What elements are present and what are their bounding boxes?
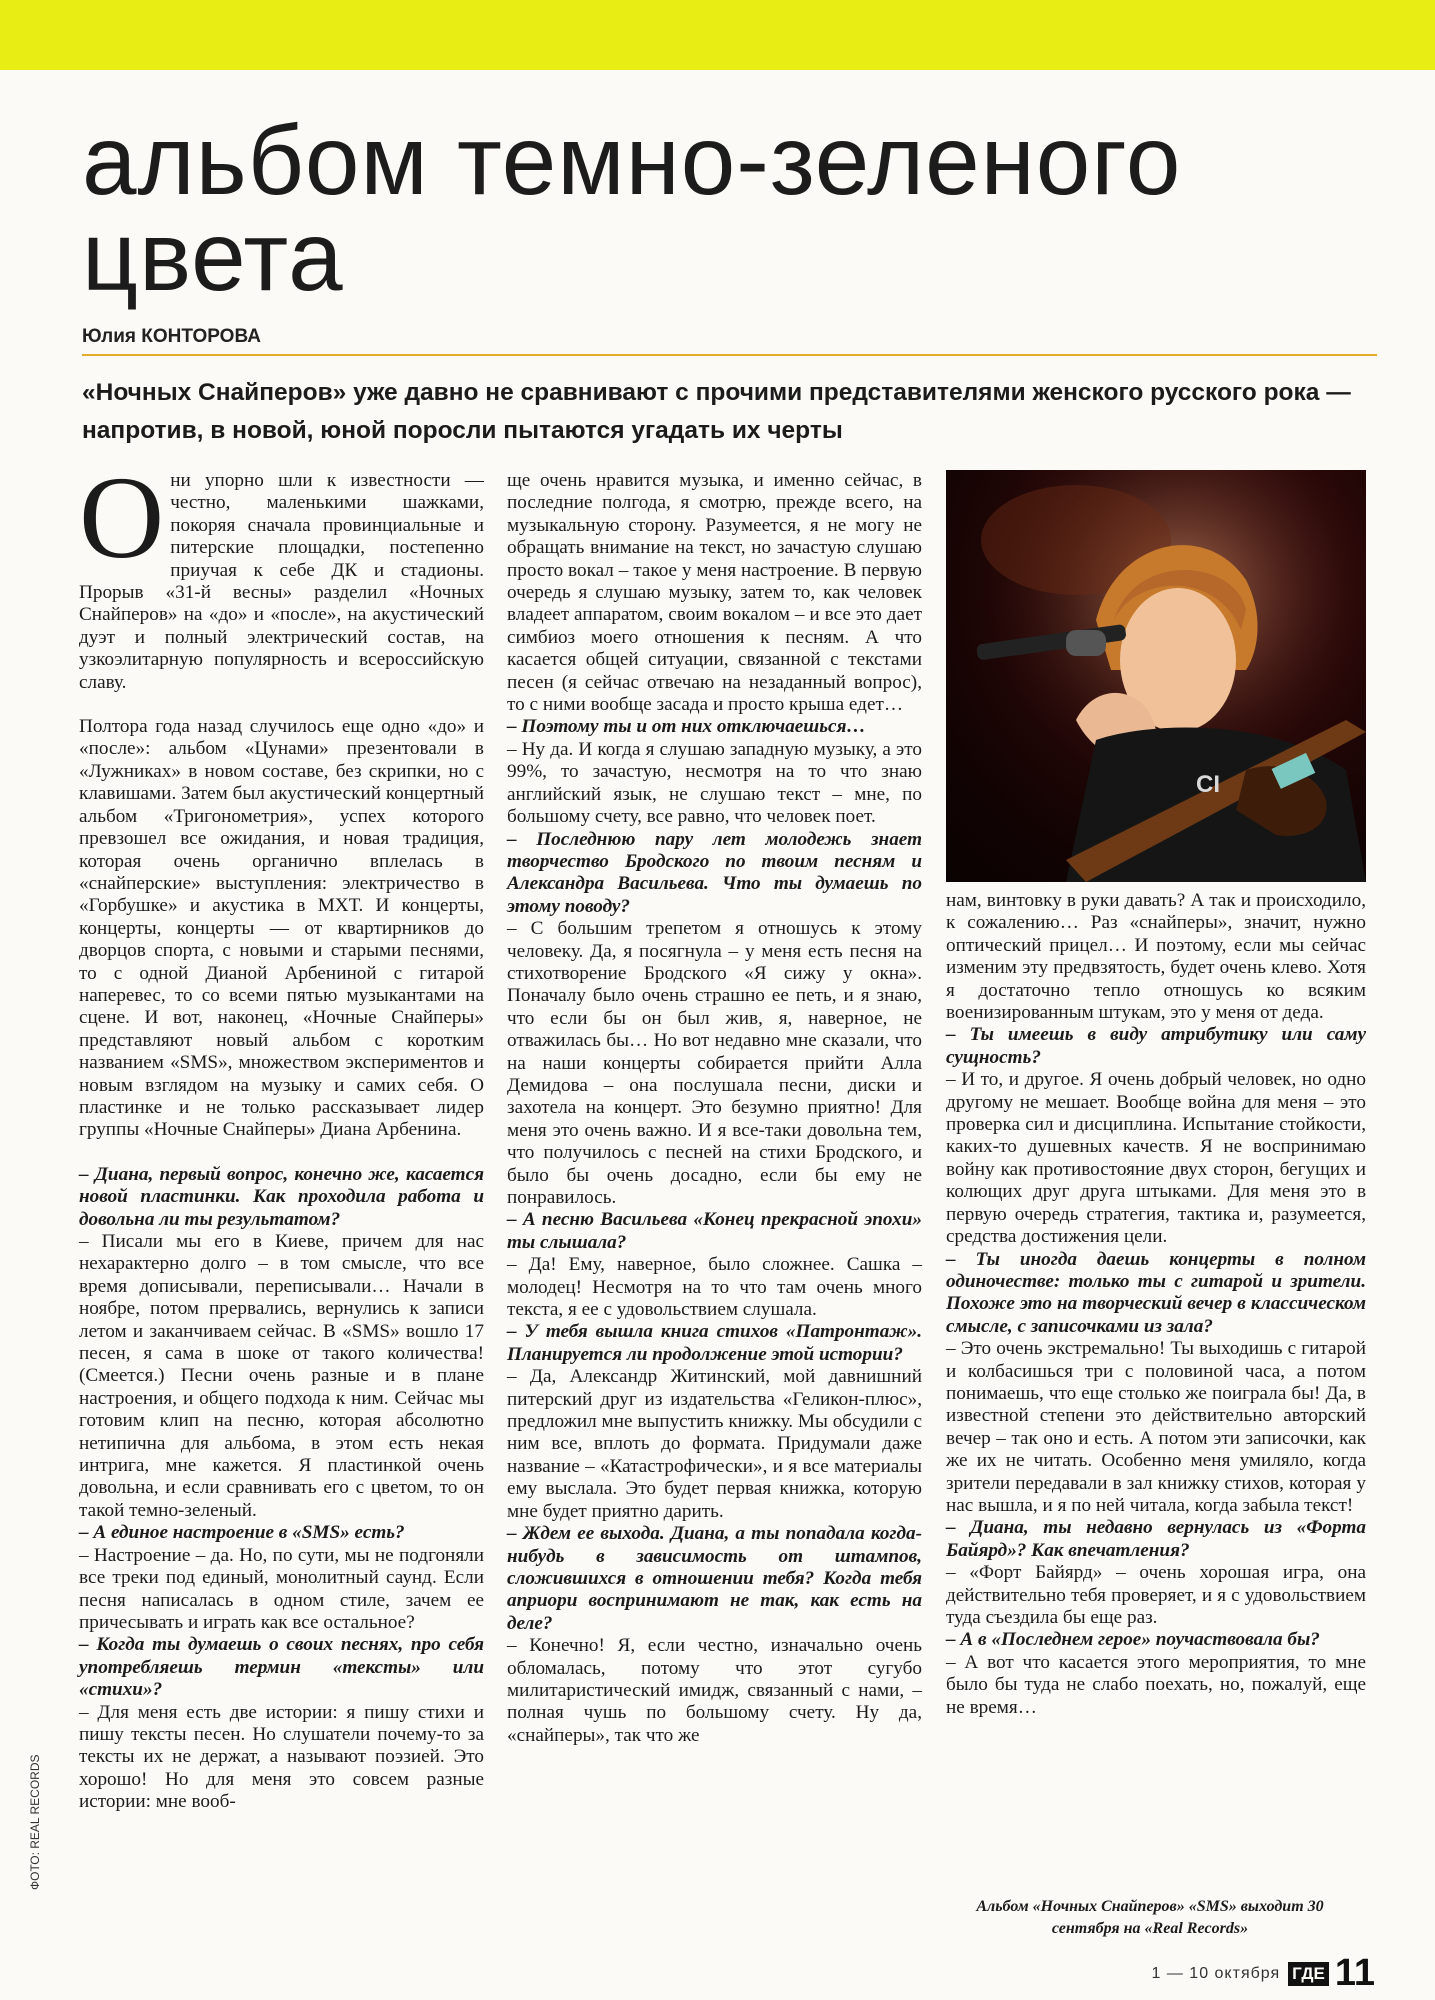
interview-question: – А песню Васильева «Конец прекрасной эпохи» ты слышала? <box>507 1209 922 1253</box>
photo-credit: ФОТО: REAL RECORDS <box>28 1754 42 1890</box>
interview-question: – Диана, ты недавно вернулась из «Форта Байярд»? Как впечатления? <box>946 1517 1366 1561</box>
interview-answer: – Ну да. И когда я слушаю западную музыку, а это 99%, то зачастую, несмотря на то что знаю английский язык, не слушаю текст – мне, по большому счету, все равно, что человек поет. <box>507 738 922 828</box>
text-column-2 <box>507 470 922 1747</box>
issue-dates: 1 — 10 октября <box>1151 1964 1281 1982</box>
singer-illustration <box>946 470 1366 882</box>
shirt-print: CI <box>1196 771 1220 798</box>
interview-question: – А в «Последнем герое» поучаствовала бы? <box>946 1629 1320 1651</box>
text-column-3 <box>946 890 1366 1719</box>
interview-answer: нам, винтовку в руки давать? А так и происходило, к сожалению… Раз «снайперы», значит, нужно оптический прицел… И поэтому, если мы сейчас изменим эту предвзятость, будет очень клево. Хотя я достаточно тепло отношусь ко всяким военизированным штукам, это у меня от деда. <box>946 890 1366 1024</box>
interview-answer: – А вот что касается этого мероприятия, то мне было бы туда не слабо поехать, но, пожалуй, еще не время… <box>946 1651 1366 1718</box>
interview-answer: – С большим трепетом я отношусь к этому человеку. Да, я посягнула – у меня есть песня на стихотворение Бродского «Я сижу у окна». Поначалу было очень страшно ее петь, и я знаю, что если бы он был жив, я, наверное, не отважилась бы… Но вот недавно мне сказали, что на наши концерты собирается прийти Алла Демидова – она послушала песни, диски и захотела на концерт. Это безумно приятно! Для меня это очень важно. И я все-таки довольна тем, что получилось с песней на стихи Бродского, и было бы очень досадно, если бы ему не понравилось. <box>507 918 922 1208</box>
interview-answer: – Для меня есть две истории: я пишу стихи и пишу тексты песен. Но слушатели почему-то за тексты их не держат, а называют поэзией. Это хорошо! Но для меня это совсем разные истории: мне вооб- <box>79 1701 484 1813</box>
singer-photo <box>946 470 1366 882</box>
magazine-logo: ГДЕ <box>1288 1962 1329 1986</box>
interview-question: – Поэтому ты и от них отключаешься… <box>507 716 866 738</box>
title-rule <box>82 354 1377 356</box>
title-line-2: цвета <box>82 201 344 311</box>
interview-answer: – Да, Александр Житинский, мой давнишний питерский друг из издательства «Геликон-плюс», предложил мне выпустить книжку. Мы обсудили с ним все, вплоть до формата. Придумали даже название – «Катастрофически», и я все материалы ему выслала. Это будет первая книжка, которую мне будет приятно дарить. <box>507 1366 922 1522</box>
drop-cap: О <box>79 452 165 583</box>
interview-question: – Ждем ее выхода. Диана, а ты попадала когда-нибудь в зависимость от штампов, сложившихся в отношении тебя? Когда тебя априори воспринимают не так, как есть на деле? <box>507 1523 922 1634</box>
interview-answer: ще очень нравится музыка, и именно сейчас, в последние полгода, я смотрю, прежде всего, на музыкальную сторону. Разумеется, я не могу не обращать внимание на текст, но зачастую слушаю просто вокал – такое у меня настроение. В первую очередь я слушаю музыку, затем то, как человек владеет аппаратом, своим вокалом – и все это дает симбиоз моего отношения к песням. А что касается общей ситуации, связанной с текстами песен (я сейчас отвечаю на незаданный вопрос), то с ними вообще засада и просто крыша едет… <box>507 470 922 716</box>
article-title <box>82 105 1182 311</box>
interview-answer: – Писали мы его в Киеве, причем для нас нехарактерно долго – в том смысле, что все время дописывали, переписывали… Начали в ноябре, потом прервались, вернулись к записи летом и заканчиваем сейчас. В «SMS» вошло 17 песен, я сама в шоке от такого количества! (Смеется.) Песни очень разные и в плане настроения, и общего подхода к ним. Сейчас мы готовим клип на песню, которая абсолютно нетипична для альбома, в этом есть некая интрига, мне кажется. Я пластинкой очень довольна, и если сравнивать его с цветом, то он такой темно-зеленый. <box>79 1231 484 1521</box>
interview-question: – У тебя вышла книга стихов «Патронтаж». Планируется ли продолжение этой истории? <box>507 1321 922 1365</box>
interview-answer: – Это очень экстремально! Ты выходишь с гитарой и колбасишься три с половиной часа, а потом понимаешь, что еще столько же поиграла бы! Да, в известной степени это действительно авторский вечер – так оно и есть. А потом эти записочки, как же их не читать. Особенно меня умиляло, когда зрители передавали в зал книжку стихов, которая у нас вышла, и я по ней читала, когда забыла текст! <box>946 1338 1366 1516</box>
author-byline: Юлия КОНТОРОВА <box>82 326 261 347</box>
interview-answer: – Да! Ему, наверное, было сложнее. Сашка – молодец! Несмотря на то что там очень много текста, я ее с удовольствием слушала. <box>507 1254 922 1321</box>
interview-answer: – Настроение – да. Но, по сути, мы не подгоняли все треки под единый, монолитный саунд. Если песня написалась в одном стиле, зачем ее причесывать и играть как все остальное? <box>79 1544 484 1633</box>
title-line-1: альбом темно-зеленого <box>82 105 1182 215</box>
interview-question: – Последнюю пару лет молодежь знает творчество Бродского по твоим песням и Александра Васильева. Что ты думаешь по этому поводу? <box>507 828 922 917</box>
interview-question: – Ты иногда даешь концерты в полном одиночестве: только ты с гитарой и зрители. Похоже это на творческий вечер в классическом смысле, с записочками из зала? <box>946 1248 1366 1337</box>
interview-question: – А единое настроение в «SMS» есть? <box>79 1522 405 1544</box>
album-caption: Альбом «Ночных Снайперов» «SMS» выходит 30 сентября на «Real Records» <box>976 1898 1324 1937</box>
interview-answer: – Конечно! Я, если честно, изначально очень обломалась, потому что этот сугубо милитаристический имидж, связанный с нами, – полная чушь по большому счету. Ну да, «снайперы», так что же <box>507 1635 922 1746</box>
interview-question: – Ты имеешь в виду атрибутику или саму сущность? <box>946 1024 1366 1068</box>
interview-answer: – И то, и другое. Я очень добрый человек, но одно другому не мешает. Вообще война для меня – это проверка сил и дисциплина. Испытание стойкости, каких-то душевных качеств. Я не воспринимаю войну как противостояние двух сторон, бегущих и колющих друг друга штыками. Для меня это в первую очередь стратегия, тактика и, разумеется, средства достижения цели. <box>946 1069 1366 1248</box>
body-paragraph: Полтора года назад случилось еще одно «до» и «после»: альбом «Цунами» презентовали в «Лужниках» в новом составе, без скрипки, но с клавишами. Затем был акустический концертный альбом «Тригонометрия», успех которого превзошел все ожидания, и новая традиция, которая очень органично вплелась в «снайперские» выступления: электричество в «Горбушке» и акустика в МХТ. И концерты, концерты, концерты — от квартирников до дворцов спорта, с новыми и старыми песнями, то с одной Дианой Арбениной с гитарой наперевес, то со всеми пятью музыкантами на сцене. И вот, наконец, «Ночные Снайперы» представляют новый альбом с коротким названием «SMS», множеством экспериментов и новым взглядом на музыку и самих себя. О пластинке и не только рассказывает лидер группы «Ночные Снайперы» Диана Арбенина. <box>79 716 484 1141</box>
text-column-1 <box>79 452 484 1814</box>
intro-paragraph <box>79 452 484 694</box>
interview-answer: – «Форт Байярд» – очень хорошая игра, она действительно тебя проверяет, и я с удовольствием туда съездила бы еще раз. <box>946 1562 1366 1628</box>
interview-question: – Диана, первый вопрос, конечно же, касается новой пластинки. Как проходила работа и довольна ли ты результатом? <box>79 1163 484 1230</box>
page-number: 11 <box>1334 1952 1375 1994</box>
page-footer <box>1152 1952 1376 1995</box>
top-color-bar <box>0 0 1435 70</box>
interview-question: – Когда ты думаешь о своих песнях, про себя употребляешь термин «тексты» или «стихи»? <box>79 1634 484 1701</box>
article-lead: «Ночных Снайперов» уже давно не сравнивают с прочими представителями женского русского рока — напротив, в новой, юной поросли пытаются угадать их черты <box>82 379 1351 444</box>
intro-text: ни упорно шли к известности — честно, маленькими шажками, покоряя сначала провинциальные и питерские площадки, постепенно приучая к себе ДК и стадионы. Прорыв «31-й весны» разделил «Ночных Снайперов» на «до» и «после», на акустический дуэт и полный электрический состав, на узкоэлитарную популярность и всероссийскую славу. <box>79 470 484 693</box>
